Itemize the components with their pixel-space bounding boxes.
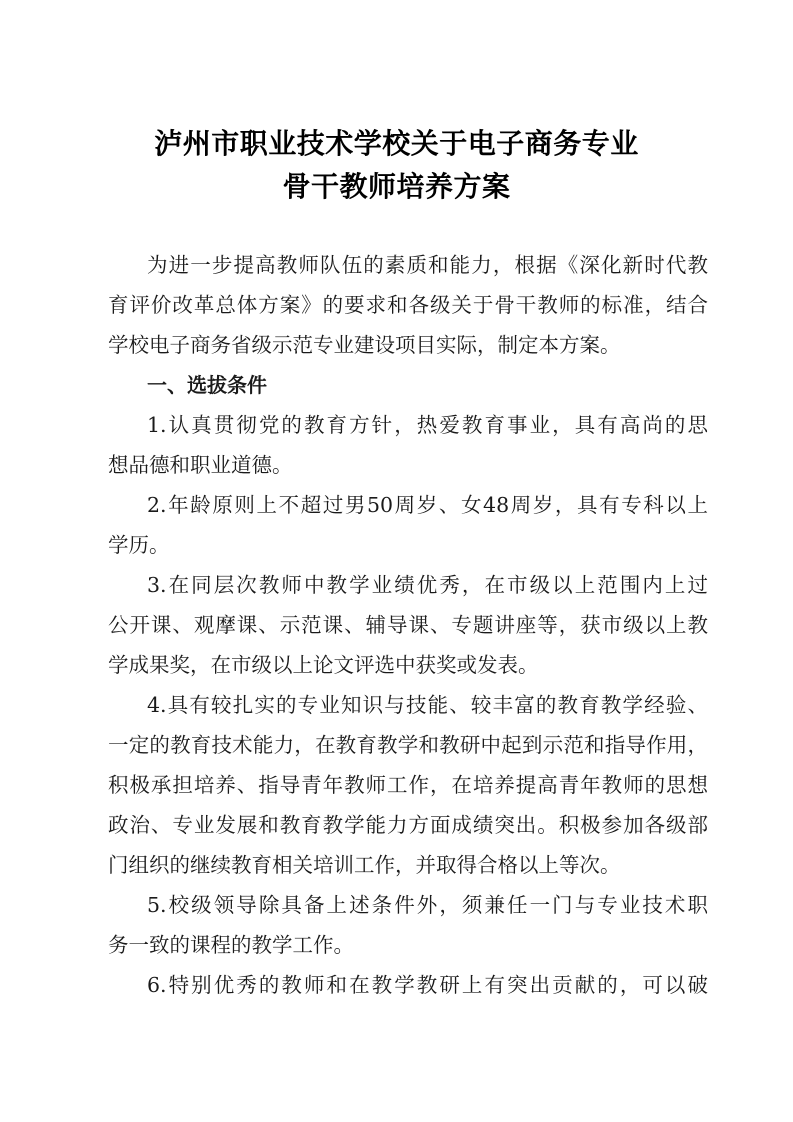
item-line: 6.特别优秀的教师和在教学教研上有突出贡献的，可以破 <box>147 973 708 997</box>
item-line: 公开课、观摩课、示范课、辅导课、专题讲座等，获市级以上教 <box>108 613 708 637</box>
item-line: 一定的教育技术能力，在教育教学和教研中起到示范和指导作用， <box>108 733 708 757</box>
intro-line: 为进一步提高教师队伍的素质和能力，根据《深化新时代教 <box>147 253 708 277</box>
intro-line: 学校电子商务省级示范专业建设项目实际，制定本方案。 <box>108 333 621 357</box>
document-title-line-1: 泸州市职业技术学校关于电子商务专业 <box>154 127 639 160</box>
item-line: 政治、专业发展和教育教学能力方面成绩突出。积极参加各级部 <box>108 813 708 837</box>
item-line: 务一致的课程的教学工作。 <box>108 933 354 957</box>
item-line: 2.年龄原则上不超过男50周岁、女48周岁，具有专科以上 <box>147 493 708 517</box>
section-heading: 一、选拔条件 <box>147 373 267 397</box>
intro-line: 育评价改革总体方案》的要求和各级关于骨干教师的标准，结合 <box>108 293 708 317</box>
item-line: 5.校级领导除具备上述条件外，须兼任一门与专业技术职 <box>147 893 708 917</box>
item-line: 学历。 <box>108 533 170 557</box>
item-line: 1.认真贯彻党的教育方针，热爱教育事业，具有高尚的思 <box>147 413 708 437</box>
document-title-line-2: 骨干教师培养方案 <box>282 170 511 203</box>
item-line: 学成果奖，在市级以上论文评选中获奖或发表。 <box>108 653 539 677</box>
item-line: 门组织的继续教育相关培训工作，并取得合格以上等次。 <box>108 853 621 877</box>
item-line: 4.具有较扎实的专业知识与技能、较丰富的教育教学经验、 <box>147 693 708 717</box>
item-line: 积极承担培养、指导青年教师工作，在培养提高青年教师的思想 <box>108 773 708 797</box>
item-line: 想品德和职业道德。 <box>108 453 293 477</box>
item-line: 3.在同层次教师中教学业绩优秀，在市级以上范围内上过 <box>147 573 708 597</box>
